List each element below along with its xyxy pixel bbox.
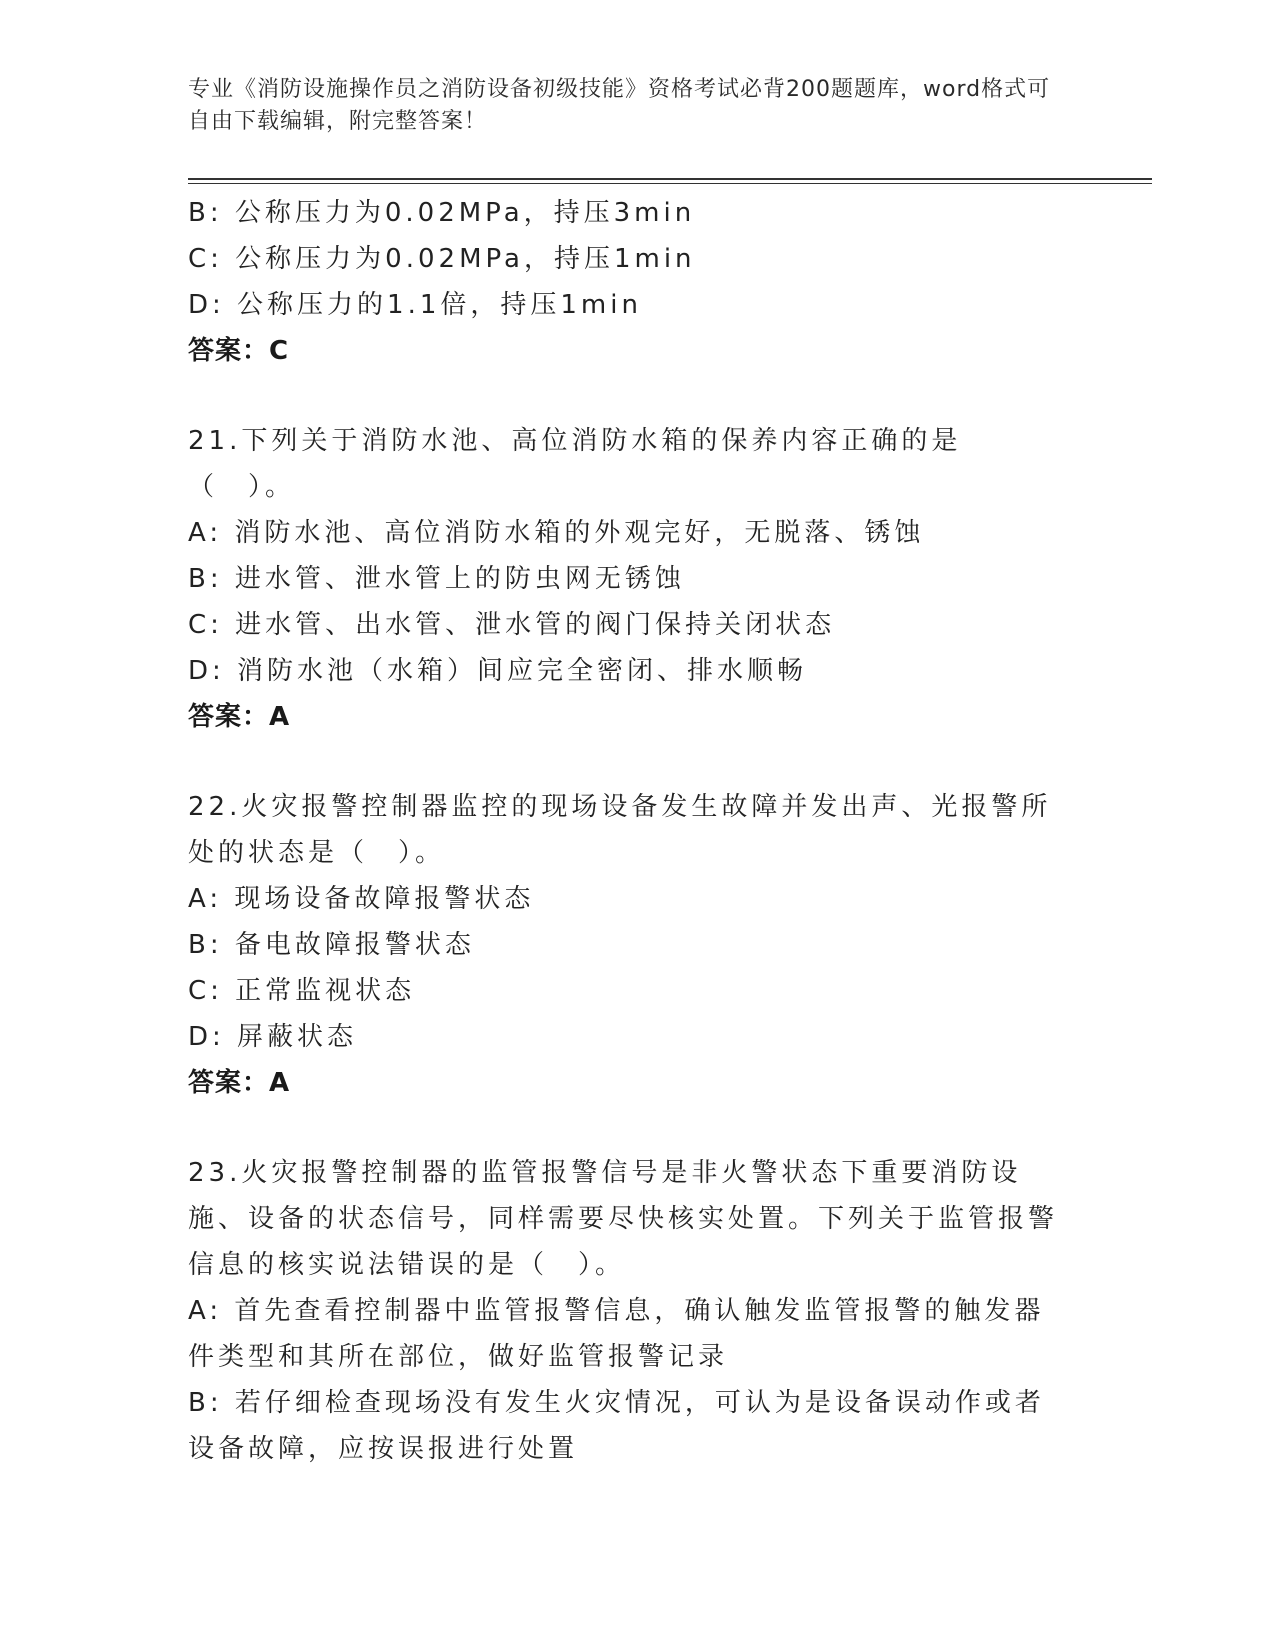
option-b: B: 若仔细检查现场没有发生火灾情况，可认为是设备误动作或者设备故障，应按误报进行处置 [188, 1388, 1045, 1464]
answer-line: 答案：A [188, 702, 291, 732]
question-23-block [188, 1150, 1068, 1472]
option-a: A: 消防水池、高位消防水箱的外观完好，无脱落、锈蚀 [188, 518, 925, 548]
question-stem: 22.火灾报警控制器监控的现场设备发生故障并发出声、光报警所处的状态是（ ）。 [188, 792, 1052, 868]
option-b: B: 进水管、泄水管上的防虫网无锈蚀 [188, 564, 685, 594]
header-divider-thin [188, 183, 1152, 184]
option-a: A: 首先查看控制器中监管报警信息，确认触发监管报警的触发器件类型和其所在部位，做好监管报警记录 [188, 1296, 1045, 1372]
question-content [188, 190, 1068, 1472]
spacer [188, 740, 1068, 784]
spacer [188, 1106, 1068, 1150]
document-header: 专业《消防设施操作员之消防设备初级技能》资格考试必背200题题库，word格式可自由下载编辑，附完整答案！ [188, 77, 1051, 134]
question-stem: 23.火灾报警控制器的监管报警信号是非火警状态下重要消防设施、设备的状态信号，同样需要尽快核实处置。下列关于监管报警信息的核实说法错误的是（ ）。 [188, 1158, 1059, 1280]
question-21-block [188, 418, 1068, 740]
option-d: D: 消防水池（水箱）间应完全密闭、排水顺畅 [188, 656, 808, 686]
option-b: B: 备电故障报警状态 [188, 930, 475, 960]
option-c: C: 公称压力为0.02MPa，持压1min [188, 244, 696, 274]
option-d: D: 公称压力的1.1倍，持压1min [188, 290, 642, 320]
option-c: C: 进水管、出水管、泄水管的阀门保持关闭状态 [188, 610, 836, 640]
option-d: D: 屏蔽状态 [188, 1022, 358, 1052]
question-22-block [188, 784, 1068, 1106]
header-divider-thick [188, 178, 1152, 180]
spacer [188, 374, 1068, 418]
previous-question-block [188, 190, 1068, 374]
option-a: A: 现场设备故障报警状态 [188, 884, 535, 914]
option-b: B: 公称压力为0.02MPa，持压3min [188, 198, 696, 228]
question-stem: 21.下列关于消防水池、高位消防水箱的保养内容正确的是（ ）。 [188, 426, 962, 502]
option-c: C: 正常监视状态 [188, 976, 416, 1006]
answer-line: 答案：A [188, 1068, 291, 1098]
answer-line: 答案：C [188, 336, 290, 366]
